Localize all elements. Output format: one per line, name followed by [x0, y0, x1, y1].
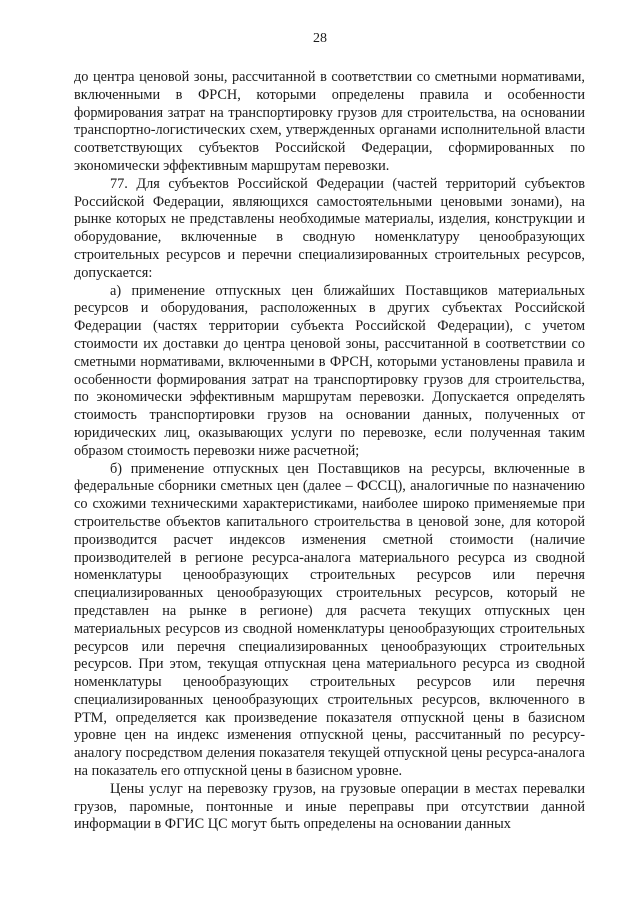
paragraph-clause-77: 77. Для субъектов Российской Федерации (частей территорий субъектов Российской Федерации, являющихся самостоятельными ценовыми зонами), на рынке которых не представлены необходимые материалы, изделия, конструкции и оборудование, включенные в сводную номенклатуру ценообразующих строительных ресурсов и перечни специализированных строительных ресурсов, допускается: [74, 175, 585, 281]
paragraph-item-b: б) применение отпускных цен Поставщиков на ресурсы, включенные в федеральные сборники сметных цен (далее – ФССЦ), аналогичные по назначению со схожими техническими характеристиками, наиболее широко применяемые при строительстве объектов капитального строительства в ценовой зоне, для которой производится расчет индексов изменения сметной стоимости (наличие производителей в регионе ресурса-аналога материального ресурса из сводной номенклатуры ценообразующих строительных ресурсов или перечня специализированных ценообразующих строительных ресурсов, который не представлен на рынке в регионе) для расчета текущих отпускных цен материальных ресурсов из сводной номенклатуры ценообразующих строительных ресурсов или перечня специализированных ценообразующих строительных ресурсов. При этом, текущая отпускная цена материального ресурса из сводной номенклатуры ценообразующих строительных ресурсов или перечня специализированных ценообразующих строительных ресурсов, включенного в РТМ, определяется как произведение показателя отпускной цены в базисном уровне цен на индекс изменения отпускной цены, рассчитанный по ресурсу-аналогу посредством деления показателя текущей отпускной цены ресурса-аналога на показатель его отпускной цены в базисном уровне. [74, 460, 585, 780]
document-body [74, 69, 585, 834]
paragraph-transport-prices: Цены услуг на перевозку грузов, на грузовые операции в местах перевалки грузов, паромные, понтонные и иные переправы при отсутствии данной информации в ФГИС ЦС могут быть определены на основании данных [74, 780, 585, 833]
paragraph-continuation: до центра ценовой зоны, рассчитанной в соответствии со сметными нормативами, включенными в ФРСН, которыми определены правила и особенности формирования затрат на транспортировку грузов для строительства, на основании транспортно-логистических схем, утвержденных органами исполнительной власти соответствующих субъектов Российской Федерации, сформированных по экономически эффективным маршрутам перевозки. [74, 69, 585, 174]
paragraph-item-a: а) применение отпускных цен ближайших Поставщиков материальных ресурсов и оборудования, расположенных в других субъектах Российской Федерации (частях территории субъекта Российской Федерации), с учетом стоимости их доставки до центра ценовой зоны, рассчитанной в соответствии со сметными нормативами, включенными в ФРСН, которыми установлены правила и особенности формирования затрат на транспортировку грузов для строительства, по экономически эффективным маршрутам перевозки. Допускается определять стоимость транспортировки грузов на основании данных, полученных от юридических лиц, оказывающих услуги по перевозке, если полученная таким образом стоимость перевозки ниже расчетной; [74, 282, 585, 459]
page-number: 28 [313, 31, 327, 46]
